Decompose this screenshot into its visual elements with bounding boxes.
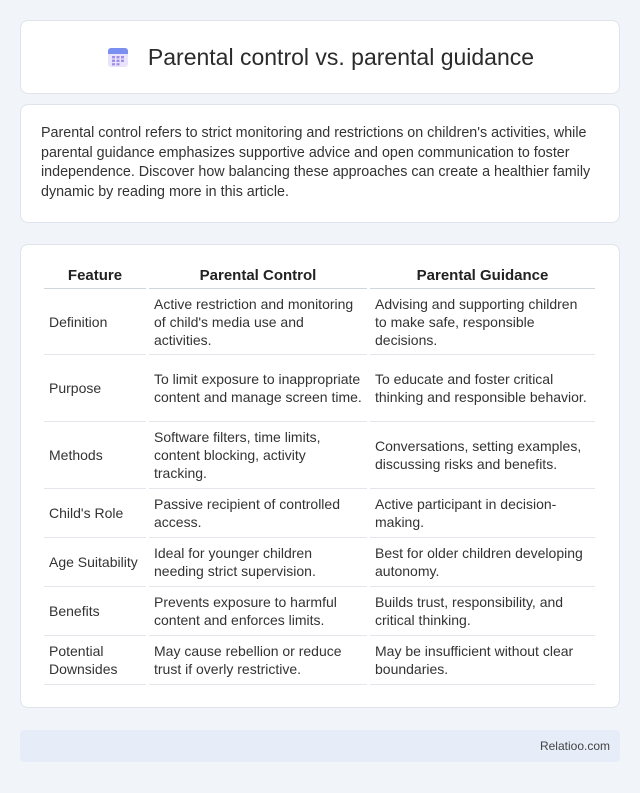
table-row (44, 587, 595, 636)
control-cell: Passive recipient of controlled access. (149, 489, 367, 538)
header-parental-guidance: Parental Guidance (370, 262, 595, 289)
intro-text: Parental control refers to strict monitoring and restrictions on children's activities, while parental guidance emphasizes supportive advice and open communication to foster independence. Discover how balancing these approaches can create a healthier family dynamic by reading more in this article. (41, 125, 591, 200)
guidance-cell: Advising and supporting children to make safe, responsible decisions. (370, 289, 595, 355)
feature-cell: Age Suitability (44, 538, 146, 587)
header-feature: Feature (44, 262, 146, 289)
guidance-cell: Best for older children developing autonomy. (370, 538, 595, 587)
guidance-cell: Conversations, setting examples, discussing risks and benefits. (370, 422, 595, 489)
control-cell: Active restriction and monitoring of child's media use and activities. (149, 289, 367, 355)
table-row (44, 636, 595, 685)
feature-cell: Definition (44, 289, 146, 355)
control-cell: May cause rebellion or reduce trust if overly restrictive. (149, 636, 367, 685)
page-title: Parental control vs. parental guidance (147, 43, 535, 70)
feature-cell: Benefits (44, 587, 146, 636)
control-cell: Software filters, time limits, content blocking, activity tracking. (149, 422, 367, 489)
footer-site-name: Relatioo.com (539, 739, 610, 753)
guidance-cell: Active participant in decision-making. (370, 489, 595, 538)
guidance-cell: To educate and foster critical thinking and responsible behavior. (370, 355, 595, 422)
feature-cell: Methods (44, 422, 146, 489)
table-header-row (44, 262, 595, 289)
guidance-cell: Builds trust, responsibility, and critical thinking. (370, 587, 595, 636)
feature-cell: Potential Downsides (44, 636, 146, 685)
control-cell: Prevents exposure to harmful content and enforces limits. (149, 587, 367, 636)
table-row (44, 289, 595, 355)
table-card (20, 244, 620, 708)
header-parental-control: Parental Control (149, 262, 367, 289)
feature-cell: Child's Role (44, 489, 146, 538)
control-cell: Ideal for younger children needing strict supervision. (149, 538, 367, 587)
table-row (44, 422, 595, 489)
table-row (44, 489, 595, 538)
table-row (44, 355, 595, 422)
feature-cell: Purpose (44, 355, 146, 422)
control-cell: To limit exposure to inappropriate content and manage screen time. (149, 355, 367, 422)
comparison-table (41, 262, 598, 685)
guidance-cell: May be insufficient without clear boundaries. (370, 636, 595, 685)
table-row (44, 538, 595, 587)
title-card (20, 20, 620, 94)
calendar-icon (106, 45, 130, 69)
footer (20, 730, 620, 762)
intro-card (20, 104, 620, 223)
